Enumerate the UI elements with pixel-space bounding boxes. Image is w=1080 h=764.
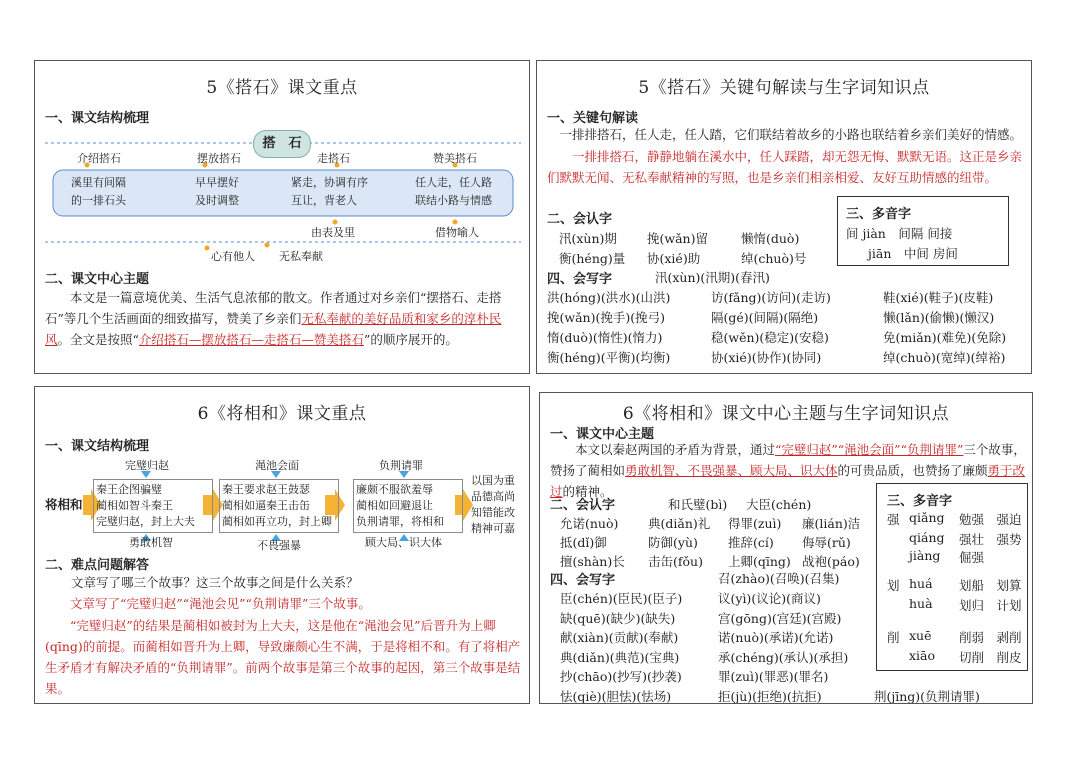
char-item: 荆(jīng)(负荆请罪): [874, 688, 980, 704]
polyphone-box: [876, 483, 1028, 671]
section-heading: 二、难点问题解答: [45, 558, 150, 573]
char-item: 衡(héng)(平衡)(均衡): [547, 350, 671, 365]
structure-label: 摆放搭石: [197, 152, 241, 165]
quality-label: 勇敢机智: [129, 536, 173, 549]
section-heading: 一、课文中心主题: [550, 427, 655, 442]
polyphone-words: 倔强: [959, 550, 985, 565]
char-item: 衡(héng)量: [559, 251, 626, 266]
polyphone-words: 划船 划算: [959, 578, 1022, 593]
char-item: 协(xié)助: [647, 251, 701, 266]
char-item: 挽(wǎn)(挽手)(挽弓): [547, 310, 665, 325]
polyphone-words: 削弱 剥削: [959, 630, 1022, 645]
section-heading: 一、关键句解读: [547, 111, 639, 126]
char-item: 鞋(xié)(鞋子)(皮鞋): [883, 290, 994, 305]
char-item: 诺(nuò)(承诺)(允诺): [718, 630, 834, 645]
char-item: 怯(qiè)(胆怯)(怯场): [560, 688, 672, 704]
char-item: 推辞(cí): [728, 535, 774, 550]
char-item: 大臣(chén): [746, 497, 812, 512]
char-item: 承(chéng)(承认)(承担): [718, 649, 849, 665]
char-item: 洪(hóng)(洪水)(山洪): [547, 290, 671, 305]
char-item: 得罪(zuì): [728, 516, 782, 531]
theme-paragraph: 本文是一篇意境优美、生活气息浓郁的散文。作者通过对乡亲们“摆搭石、走搭石”等几个生活画面的细致描写，赞美了乡亲们无私奉献的美好品质和家乡的淳朴民风。全文是按照“介绍搭石—摆放搭石—走搭石—赞美搭石”的顺序展开的。: [45, 290, 502, 347]
char-item: 稳(wěn)(稳定)(安稳): [711, 330, 829, 345]
char-item: 协(xié)(协作)(协同): [711, 350, 822, 365]
char-item: 击缶(fǒu): [648, 554, 703, 569]
story-name: 渑池会面: [255, 459, 299, 472]
polyphone-words: 划归 计划: [959, 598, 1022, 613]
structure-label: 介绍搭石: [77, 152, 121, 165]
char-item: 免(miǎn)(难免)(免除): [883, 330, 1007, 345]
char-item: 拒(jù)(拒绝)(抗拒): [718, 688, 822, 704]
char-item: 宫(gōng)(宫廷)(宫殿): [718, 610, 842, 626]
section-heading: 三、多音字: [887, 494, 953, 509]
theme-paragraph: 本文以秦赵两国的矛盾为背景，通过“完璧归赵”“渑池会面”“负荆请罪”三个故事，赞扬了蔺相如勇敢机智、不畏强暴、顾大局、识大体的可贵品质，也赞扬了廉颇勇于改过的精神。: [550, 442, 1026, 499]
section-heading: 四、会写字: [550, 573, 616, 588]
structure-note: 无私奉献: [279, 250, 323, 263]
char-item: 议(yì)(议论)(商议): [718, 591, 821, 606]
story-name: 负荆请罪: [379, 459, 423, 472]
char-item: 抵(dǐ)御: [560, 535, 607, 550]
section-heading: 二、会认字: [547, 212, 613, 227]
polyphone-pinyin: jiàng: [909, 548, 941, 563]
panel-dashi-vocabulary: [536, 60, 1032, 374]
character-summary: 以国为重 品德高尚 知错能改 精神可嘉: [471, 474, 515, 535]
polyphone-pinyin: qiǎng: [909, 510, 945, 525]
polyphone-words: 强壮 强势: [959, 532, 1022, 547]
structure-label: 走搭石: [317, 152, 350, 165]
story-box: 秦王企图骗璧 蔺相如智斗秦王 完璧归赵，封上大夫: [93, 479, 213, 533]
structure-note: 心有他人: [211, 250, 255, 263]
story-box: 廉颇不服欲羞辱 蔺相如回避退让 负荆请罪，将相和: [353, 479, 463, 533]
section-heading: 三、多音字: [846, 207, 912, 222]
panel-dashi-key-points: [34, 60, 530, 374]
panel-title: 6《将相和》课文中心主题与生字词知识点: [622, 404, 950, 424]
polyphone-words: 勉强 强迫: [959, 512, 1022, 527]
char-item: 汛(xùn)(汛期)(春汛): [655, 270, 770, 285]
char-item: 典(diǎn)(典范)(宝典): [560, 649, 680, 665]
structure-label: 赞美搭石: [433, 152, 477, 165]
polyphone-row: 间 jiàn 间隔 间接: [846, 226, 953, 241]
polyphone-pinyin: huà: [909, 596, 933, 611]
char-item: 臣(chén)(臣民)(臣子): [560, 591, 683, 606]
panel-title: 5《搭石》课文重点: [206, 78, 358, 98]
char-item: 抄(chāo)(抄写)(抄袭): [560, 669, 682, 684]
section-heading: 二、课文中心主题: [45, 272, 150, 287]
structure-note: 借物喻人: [435, 226, 479, 239]
structure-note: 由表及里: [311, 226, 355, 239]
char-item: 隔(gé)(间隔)(隔绝): [711, 310, 819, 325]
answer-paragraph: “完璧归赵”的结果是蔺相如被封为上大夫，这是他在“渑池会见”后晋升为上卿(qīng)的前提。而蔺相如晋升为上卿，导致廉颇心生不满，于是将相不和。有了将相产生矛盾才有解决矛盾的“负荆请罪”。前两个故事是第三个故事的起因，第三个故事是结果。: [45, 618, 521, 696]
polyphone-char: 削: [887, 630, 900, 645]
polyphone-words: 切削 削皮: [959, 650, 1022, 665]
char-item: 懒(lǎn)(偷懒)(懒汉): [883, 310, 995, 325]
char-item: 汛(xùn)期: [559, 231, 617, 246]
char-item: 献(xiàn)(贡献)(奉献): [560, 630, 679, 645]
section-heading: 一、课文结构梳理: [45, 439, 150, 454]
polyphone-row: jiān 中间 房间: [868, 246, 958, 261]
char-item: 上卿(qīng): [728, 554, 791, 569]
char-item: 和氏璧(bì): [668, 497, 728, 512]
char-item: 挽(wǎn)留: [647, 231, 708, 246]
structure-cell: 溪里有间隔 的一排石头: [71, 176, 126, 207]
char-item: 惰(duò)(惰性)(惰力): [547, 330, 663, 345]
quality-label: 顾大局、识大体: [365, 536, 442, 549]
char-item: 典(diǎn)礼: [648, 516, 711, 531]
center-title-badge: 搭 石: [253, 130, 311, 158]
key-sentence-analysis: 一排排搭石，静静地躺在溪水中，任人踩踏，却无怨无悔、默默无语。这正是乡亲们默默无闻、无私奉献精神的写照，也是乡亲们相亲相爱、友好互助情感的纽带。: [547, 149, 1023, 185]
panel-title: 6《将相和》课文重点: [197, 404, 367, 424]
polyphone-box: [837, 196, 1009, 266]
char-item: 绰(chuò)(宽绰)(绰裕): [883, 350, 1006, 365]
panel-jiangxianghe-vocabulary: [539, 392, 1033, 704]
panel-title: 5《搭石》关键句解读与生字词知识点: [638, 78, 930, 98]
char-item: 擅(shàn)长: [560, 554, 625, 569]
section-heading: 四、会写字: [547, 272, 613, 287]
polyphone-char: 划: [887, 578, 900, 593]
key-sentence: 一排排搭石，任人走，任人踏，它们联结着故乡的小路也联结着乡亲们美好的情感。: [559, 127, 1023, 142]
char-item: 侮辱(rǔ): [802, 535, 851, 550]
section-heading: 二、会认字: [550, 498, 616, 513]
section-heading: 一、课文结构梳理: [45, 111, 150, 126]
char-item: 廉(lián)洁: [802, 516, 861, 531]
char-item: 允诺(nuò): [560, 516, 619, 531]
structure-cell: 任人走，任人路 联结小路与情感: [415, 176, 492, 207]
answer-line: 文章写了“完璧归赵”“渑池会见”“负荆请罪”三个故事。: [70, 596, 371, 611]
structure-cell: 早早摆好 及时调整: [195, 176, 239, 207]
polyphone-pinyin: huá: [909, 576, 933, 591]
structure-cell: 紧走，协调有序 互让，背老人: [291, 176, 368, 207]
char-item: 访(fǎng)(访问)(走访): [711, 290, 831, 305]
panel-jiangxianghe-key-points: [34, 386, 530, 704]
char-item: 罪(zuì)(罪恶)(罪名): [718, 669, 829, 684]
char-item: 召(zhào)(召唤)(召集): [718, 571, 840, 586]
story-box: 秦王要求赵王鼓瑟 蔺相如逼秦王击缶 蔺相如再立功，封上卿: [219, 479, 339, 533]
char-item: 懒惰(duò): [741, 231, 800, 246]
polyphone-pinyin: xiāo: [909, 648, 936, 663]
char-item: 缺(quē)(缺少)(缺失): [560, 610, 676, 626]
flow-start: 将相和: [45, 497, 83, 512]
quality-label: 不畏强暴: [257, 539, 301, 552]
char-item: 绰(chuò)号: [741, 251, 807, 266]
char-item: 防御(yù): [648, 535, 698, 550]
story-name: 完璧归赵: [125, 459, 169, 472]
polyphone-pinyin: qiáng: [909, 530, 945, 545]
char-item: 战袍(páo): [802, 554, 860, 569]
polyphone-pinyin: xuē: [909, 628, 932, 643]
question: 文章写了哪三个故事？这三个故事之间是什么关系？: [71, 575, 359, 590]
polyphone-char: 强: [887, 512, 900, 527]
